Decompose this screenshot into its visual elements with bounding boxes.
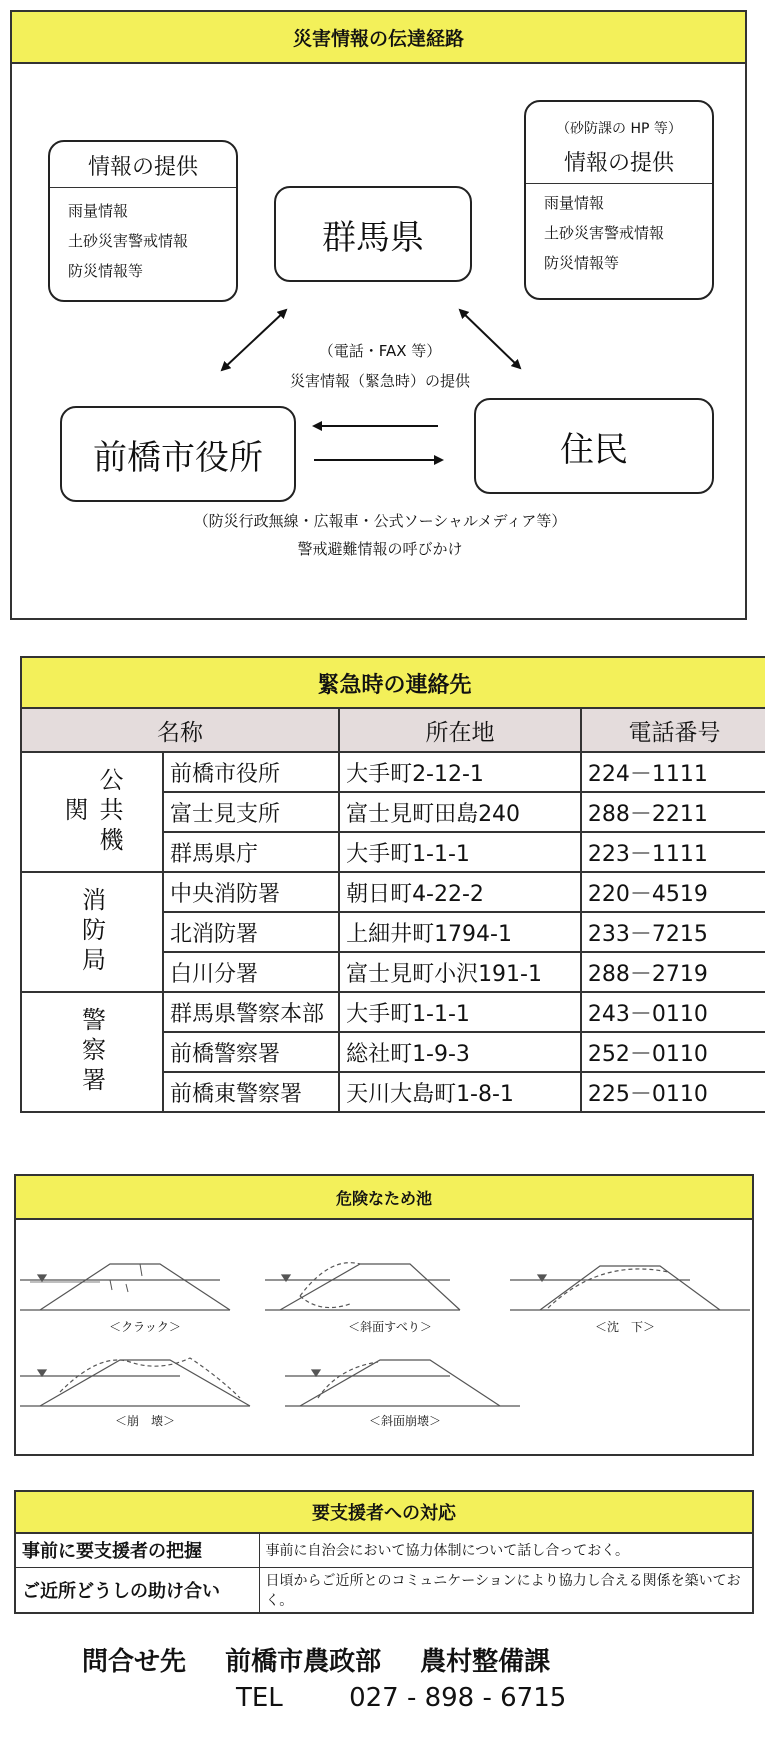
diagram-subsidence — [510, 1266, 750, 1310]
table-row — [15, 1567, 753, 1613]
caption-collapse: ＜崩 壊＞ — [114, 1414, 175, 1428]
table-row — [21, 992, 765, 1032]
contact-footer — [82, 1641, 722, 1681]
support-key: ご近所どうしの助け合い — [15, 1567, 259, 1613]
node-residents: 住民 — [474, 398, 714, 494]
diagram-collapse — [20, 1358, 250, 1406]
diagram-slope-slide — [265, 1263, 460, 1310]
cell-phone: 225－0110 — [581, 1072, 765, 1112]
support-table — [14, 1532, 754, 1614]
cell-address: 朝日町4-22-2 — [339, 872, 581, 912]
mid-text-1: （電話・FAX 等） — [318, 342, 442, 360]
footer-label: 問合せ先 — [82, 1647, 187, 1677]
info-item: 土砂災害警戒情報 — [544, 224, 665, 242]
contact-phone — [236, 1683, 716, 1723]
table-row — [21, 872, 765, 912]
caption-crack: ＜クラック＞ — [109, 1320, 181, 1334]
cell-address: 大手町2-12-1 — [339, 752, 581, 792]
caption-subsidence: ＜沈 下＞ — [594, 1320, 655, 1334]
contacts-title: 緊急時の連絡先 — [20, 656, 765, 708]
info-item: 防災情報等 — [68, 262, 144, 280]
cell-address: 富士見町小沢191-1 — [339, 952, 581, 992]
cell-name: 前橋市役所 — [163, 752, 339, 792]
info-item: 防災情報等 — [544, 254, 620, 272]
group-label-fire: 消防局 — [21, 872, 163, 992]
bottom-text-1: （防災行政無線・広報車・公式ソーシャルメディア等） — [193, 512, 567, 530]
footer-section: 農村整備課 — [420, 1647, 551, 1677]
table-row — [21, 752, 765, 792]
cell-phone: 220－4519 — [581, 872, 765, 912]
info-box-left-title: 情報の提供 — [50, 142, 236, 188]
cell-address: 総社町1-9-3 — [339, 1032, 581, 1072]
cell-phone: 243－0110 — [581, 992, 765, 1032]
cell-name: 白川分署 — [163, 952, 339, 992]
cell-phone: 252－0110 — [581, 1032, 765, 1072]
cell-address: 天川大島町1-8-1 — [339, 1072, 581, 1112]
cell-name: 前橋東警察署 — [163, 1072, 339, 1112]
info-item: 雨量情報 — [544, 194, 605, 212]
cell-name: 群馬県警察本部 — [163, 992, 339, 1032]
info-box-right-title: 情報の提供 — [526, 138, 712, 184]
cell-phone: 223－1111 — [581, 832, 765, 872]
diagram-crack — [20, 1264, 230, 1310]
bottom-text-2: 警戒避難情報の呼びかけ — [297, 540, 463, 558]
cell-phone: 224－1111 — [581, 752, 765, 792]
header-address: 所在地 — [339, 708, 581, 752]
diagram-slope-collapse — [285, 1360, 520, 1406]
cell-name: 前橋警察署 — [163, 1032, 339, 1072]
caption-slope-slide: ＜斜面すべり＞ — [348, 1320, 432, 1334]
flow-section-title: 災害情報の伝達経路 — [12, 12, 745, 64]
cell-name: 中央消防署 — [163, 872, 339, 912]
cell-address: 大手町1-1-1 — [339, 992, 581, 1032]
contacts-table — [20, 707, 765, 1113]
cell-name: 群馬県庁 — [163, 832, 339, 872]
caption-slope-collapse: ＜斜面崩壊＞ — [368, 1414, 441, 1428]
cell-address: 富士見町田島240 — [339, 792, 581, 832]
cell-address: 上細井町1794-1 — [339, 912, 581, 952]
header-name: 名称 — [21, 708, 339, 752]
cell-name: 北消防署 — [163, 912, 339, 952]
info-item: 土砂災害警戒情報 — [68, 232, 189, 250]
mid-text-2: 災害情報（緊急時）の提供 — [289, 372, 470, 390]
tel-label: TEL — [236, 1683, 283, 1713]
tel-number: 027 - 898 - 6715 — [349, 1683, 567, 1713]
cell-phone: 288－2211 — [581, 792, 765, 832]
support-section-title: 要支援者への対応 — [14, 1490, 754, 1532]
support-value: 日頃からご近所とのコミュニケーションにより協力し合える関係を築いておく。 — [259, 1567, 753, 1613]
dangerous-ponds-title: 危険なため池 — [16, 1176, 752, 1220]
group-label-public: 公共機関 — [21, 752, 163, 872]
node-gunma-prefecture: 群馬県 — [274, 186, 472, 282]
cell-phone: 288－2719 — [581, 952, 765, 992]
table-row — [15, 1533, 753, 1567]
info-box-right-note: （砂防課の HP 等） — [556, 121, 682, 137]
support-value: 事前に自治会において協力体制について話し合っておく。 — [259, 1533, 753, 1567]
group-label-police: 警察署 — [21, 992, 163, 1112]
cell-address: 大手町1-1-1 — [339, 832, 581, 872]
header-phone: 電話番号 — [581, 708, 765, 752]
footer-dept: 前橋市農政部 — [225, 1647, 382, 1677]
cell-name: 富士見支所 — [163, 792, 339, 832]
node-maebashi-city-hall: 前橋市役所 — [60, 406, 296, 502]
support-key: 事前に要支援者の把握 — [15, 1533, 259, 1567]
info-item: 雨量情報 — [68, 202, 129, 220]
cell-phone: 233－7215 — [581, 912, 765, 952]
contacts-header-row — [21, 708, 765, 752]
